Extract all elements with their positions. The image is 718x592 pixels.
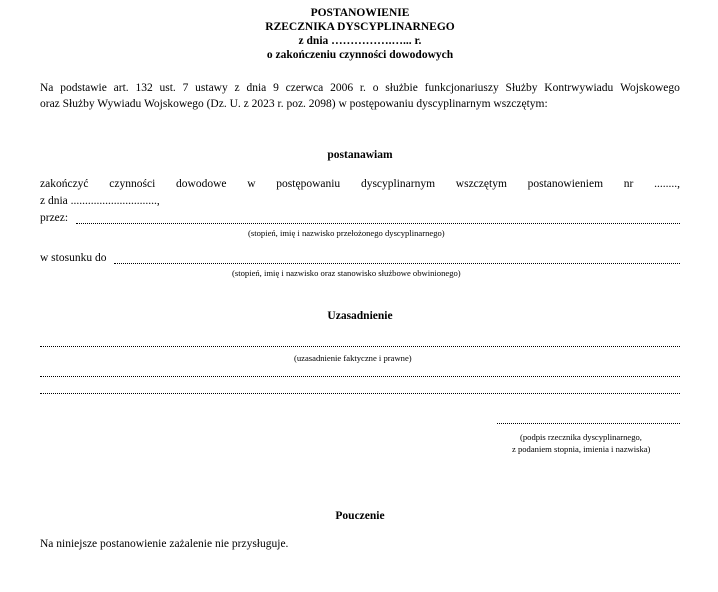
signature-field[interactable] bbox=[497, 423, 680, 424]
intro-word: funkcjonariuszy bbox=[424, 82, 499, 94]
decision-word: postanowieniem bbox=[527, 178, 604, 190]
decision-word: dowodowe bbox=[176, 178, 227, 190]
intro-line-1 bbox=[40, 82, 680, 94]
decision-word: dyscyplinarnym bbox=[360, 178, 436, 190]
justification-field-3[interactable] bbox=[40, 393, 680, 394]
decision-word: w bbox=[247, 178, 256, 190]
intro-word: Kontrwywiadu bbox=[544, 82, 614, 94]
wobec-label: w stosunku do bbox=[40, 252, 107, 264]
intro-word: Na bbox=[40, 82, 54, 94]
doc-issuer: RZECZNIKA DYSCYPLINARNEGO bbox=[265, 21, 455, 33]
intro-word: służbie bbox=[385, 82, 418, 94]
intro-word: art. bbox=[113, 82, 129, 94]
document-page bbox=[40, 0, 680, 592]
intro-word: Wojskowego bbox=[620, 82, 680, 94]
przez-label: przez: bbox=[40, 212, 69, 224]
wobec-caption: (stopień, imię i nazwisko oraz stanowisko służbowe obwinionego) bbox=[232, 268, 461, 278]
intro-word: o bbox=[372, 82, 379, 94]
intro-word: 132 bbox=[135, 82, 153, 94]
instruction-text: Na niniejsze postanowienie zażalenie nie przysługuje. bbox=[40, 538, 289, 550]
intro-word: 7 bbox=[182, 82, 189, 94]
przez-caption: (stopień, imię i nazwisko przełożonego dyscyplinarnego) bbox=[248, 228, 445, 238]
decision-heading: postanawiam bbox=[327, 149, 393, 161]
decision-line-1 bbox=[40, 178, 680, 190]
wobec-field[interactable] bbox=[114, 263, 680, 264]
intro-line-2: oraz Służby Wywiadu Wojskowego (Dz. U. z 2023 r. poz. 2098) w postępowaniu dyscyplinarnym wszczętym: bbox=[40, 98, 548, 110]
decision-word: czynności bbox=[109, 178, 156, 190]
justification-field-2[interactable] bbox=[40, 376, 680, 377]
justification-caption: (uzasadnienie faktyczne i prawne) bbox=[294, 353, 412, 363]
signature-caption-1: (podpis rzecznika dyscyplinarnego, bbox=[520, 432, 642, 442]
intro-word: 2006 bbox=[330, 82, 354, 94]
intro-word: ustawy bbox=[195, 82, 228, 94]
intro-word: ust. bbox=[159, 82, 176, 94]
decision-word: wszczętym bbox=[455, 178, 507, 190]
intro-word: z bbox=[234, 82, 240, 94]
justification-field-1[interactable] bbox=[40, 346, 680, 347]
doc-title: POSTANOWIENIE bbox=[310, 7, 410, 19]
instruction-heading: Pouczenie bbox=[335, 510, 385, 522]
doc-date: z dnia …………….…... r. bbox=[298, 35, 422, 47]
decision-word: zakończyć bbox=[40, 178, 89, 190]
intro-word: 9 bbox=[273, 82, 279, 94]
decision-word: postępowaniu bbox=[276, 178, 341, 190]
signature-caption-2: z podaniem stopnia, imienia i nazwiska) bbox=[512, 444, 651, 454]
przez-field[interactable] bbox=[76, 223, 680, 224]
intro-word: Służby bbox=[505, 82, 538, 94]
intro-word: czerwca bbox=[285, 82, 324, 94]
decision-date-line: z dnia .............................., bbox=[40, 195, 160, 207]
intro-word: dnia bbox=[246, 82, 267, 94]
justification-heading: Uzasadnienie bbox=[327, 310, 393, 322]
intro-word: r. bbox=[359, 82, 366, 94]
decision-word: ........, bbox=[654, 178, 680, 190]
intro-word: podstawie bbox=[60, 82, 107, 94]
doc-subject: o zakończeniu czynności dowodowych bbox=[266, 49, 454, 61]
decision-word: nr bbox=[623, 178, 634, 190]
